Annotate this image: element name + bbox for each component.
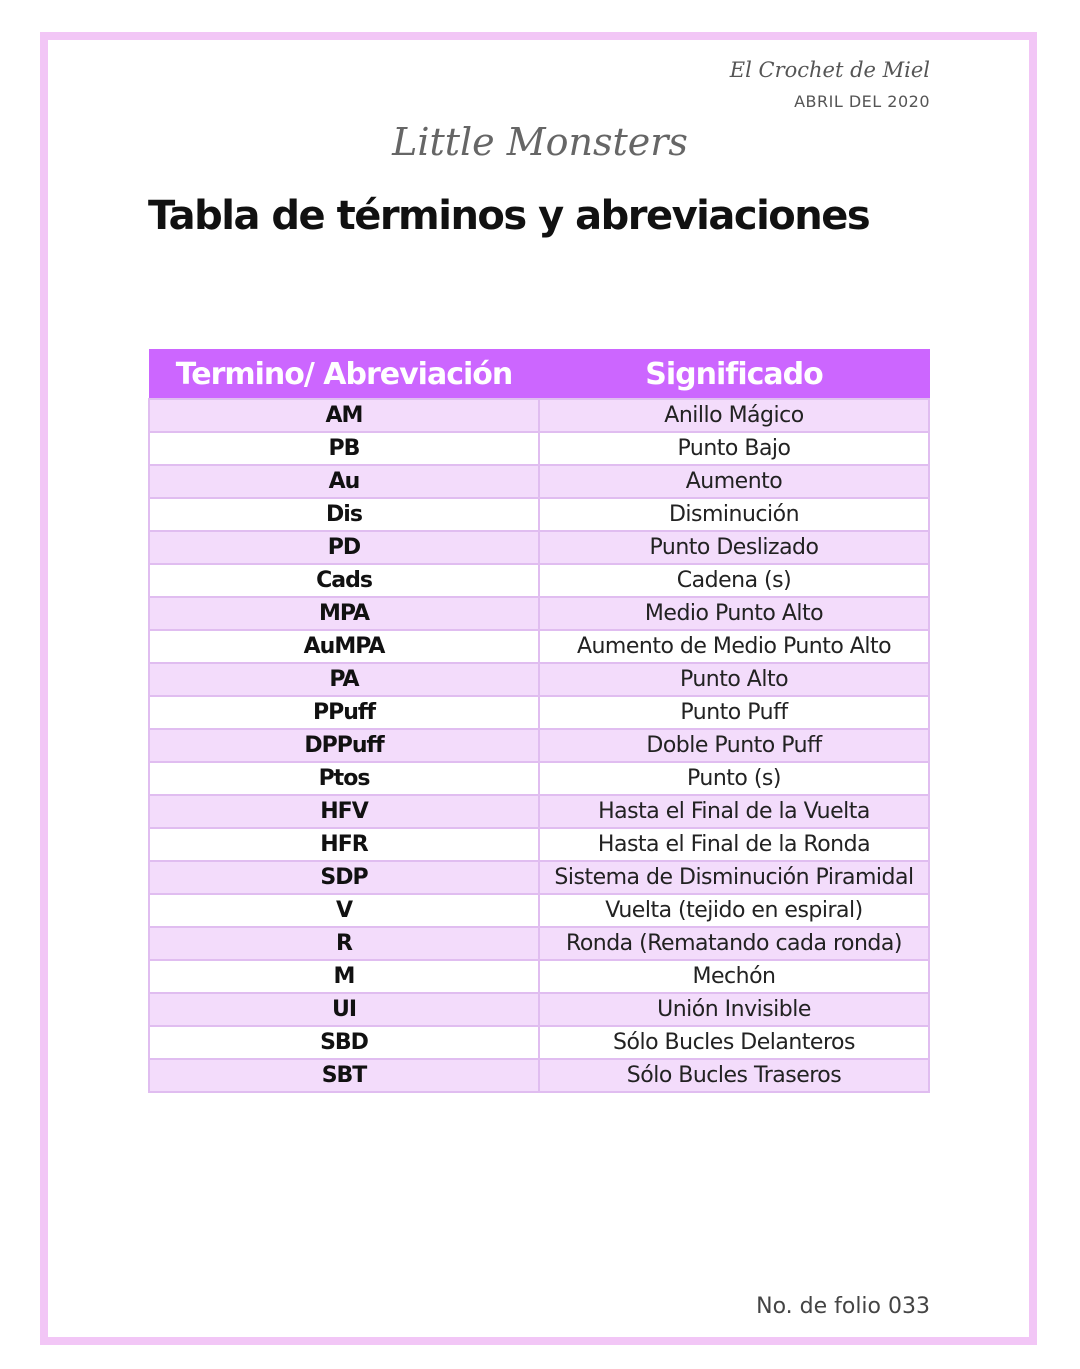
term-abbreviation-cell: Cads bbox=[149, 564, 539, 597]
table-row bbox=[149, 564, 929, 597]
term-meaning-cell: Aumento de Medio Punto Alto bbox=[539, 630, 929, 663]
term-meaning-cell: Doble Punto Puff bbox=[539, 729, 929, 762]
table-row bbox=[149, 993, 929, 1026]
term-abbreviation-cell: PD bbox=[149, 531, 539, 564]
table-row bbox=[149, 762, 929, 795]
pattern-subtitle: Little Monsters bbox=[392, 120, 688, 164]
table-row bbox=[149, 1059, 929, 1092]
term-abbreviation-cell: HFR bbox=[149, 828, 539, 861]
term-meaning-cell: Aumento bbox=[539, 465, 929, 498]
term-abbreviation-cell: AuMPA bbox=[149, 630, 539, 663]
term-abbreviation-cell: PPuff bbox=[149, 696, 539, 729]
term-abbreviation-cell: PB bbox=[149, 432, 539, 465]
table-row bbox=[149, 927, 929, 960]
table-row bbox=[149, 960, 929, 993]
term-abbreviation-cell: UI bbox=[149, 993, 539, 1026]
table-row bbox=[149, 1026, 929, 1059]
terms-table-body bbox=[149, 399, 929, 1092]
term-abbreviation-cell: AM bbox=[149, 399, 539, 432]
term-meaning-cell: Hasta el Final de la Ronda bbox=[539, 828, 929, 861]
brand-name: El Crochet de Miel bbox=[729, 58, 930, 82]
term-meaning-cell: Medio Punto Alto bbox=[539, 597, 929, 630]
term-abbreviation-cell: HFV bbox=[149, 795, 539, 828]
term-meaning-cell: Punto (s) bbox=[539, 762, 929, 795]
table-row bbox=[149, 894, 929, 927]
term-abbreviation-cell: SDP bbox=[149, 861, 539, 894]
term-meaning-cell: Punto Puff bbox=[539, 696, 929, 729]
term-meaning-cell: Punto Bajo bbox=[539, 432, 929, 465]
table-row bbox=[149, 861, 929, 894]
term-meaning-cell: Disminución bbox=[539, 498, 929, 531]
term-meaning-cell: Punto Deslizado bbox=[539, 531, 929, 564]
folio-number: No. de folio 033 bbox=[756, 1294, 930, 1319]
column-header-meaning: Significado bbox=[539, 350, 929, 400]
table-row bbox=[149, 531, 929, 564]
term-meaning-cell: Anillo Mágico bbox=[539, 399, 929, 432]
table-row bbox=[149, 465, 929, 498]
table-row bbox=[149, 432, 929, 465]
term-meaning-cell: Unión Invisible bbox=[539, 993, 929, 1026]
term-abbreviation-cell: M bbox=[149, 960, 539, 993]
term-abbreviation-cell: MPA bbox=[149, 597, 539, 630]
column-header-term: Termino/ Abreviación bbox=[149, 350, 539, 400]
table-row bbox=[149, 795, 929, 828]
table-row bbox=[149, 597, 929, 630]
term-meaning-cell: Punto Alto bbox=[539, 663, 929, 696]
term-meaning-cell: Cadena (s) bbox=[539, 564, 929, 597]
term-abbreviation-cell: SBD bbox=[149, 1026, 539, 1059]
table-row bbox=[149, 729, 929, 762]
term-meaning-cell: Ronda (Rematando cada ronda) bbox=[539, 927, 929, 960]
term-abbreviation-cell: R bbox=[149, 927, 539, 960]
term-meaning-cell: Vuelta (tejido en espiral) bbox=[539, 894, 929, 927]
table-row bbox=[149, 828, 929, 861]
term-abbreviation-cell: PA bbox=[149, 663, 539, 696]
table-row bbox=[149, 498, 929, 531]
term-meaning-cell: Mechón bbox=[539, 960, 929, 993]
term-meaning-cell: Sólo Bucles Delanteros bbox=[539, 1026, 929, 1059]
term-abbreviation-cell: Au bbox=[149, 465, 539, 498]
term-abbreviation-cell: SBT bbox=[149, 1059, 539, 1092]
table-header-row bbox=[149, 350, 929, 400]
term-meaning-cell: Sistema de Disminución Piramidal bbox=[539, 861, 929, 894]
table-row bbox=[149, 399, 929, 432]
terms-table bbox=[148, 349, 930, 1093]
term-meaning-cell: Hasta el Final de la Vuelta bbox=[539, 795, 929, 828]
table-row bbox=[149, 663, 929, 696]
table-row bbox=[149, 696, 929, 729]
term-abbreviation-cell: V bbox=[149, 894, 539, 927]
term-abbreviation-cell: DPPuff bbox=[149, 729, 539, 762]
publication-date: ABRIL DEL 2020 bbox=[794, 92, 930, 111]
term-meaning-cell: Sólo Bucles Traseros bbox=[539, 1059, 929, 1092]
term-abbreviation-cell: Dis bbox=[149, 498, 539, 531]
term-abbreviation-cell: Ptos bbox=[149, 762, 539, 795]
page-title: Tabla de términos y abreviaciones bbox=[148, 193, 870, 239]
table-row bbox=[149, 630, 929, 663]
